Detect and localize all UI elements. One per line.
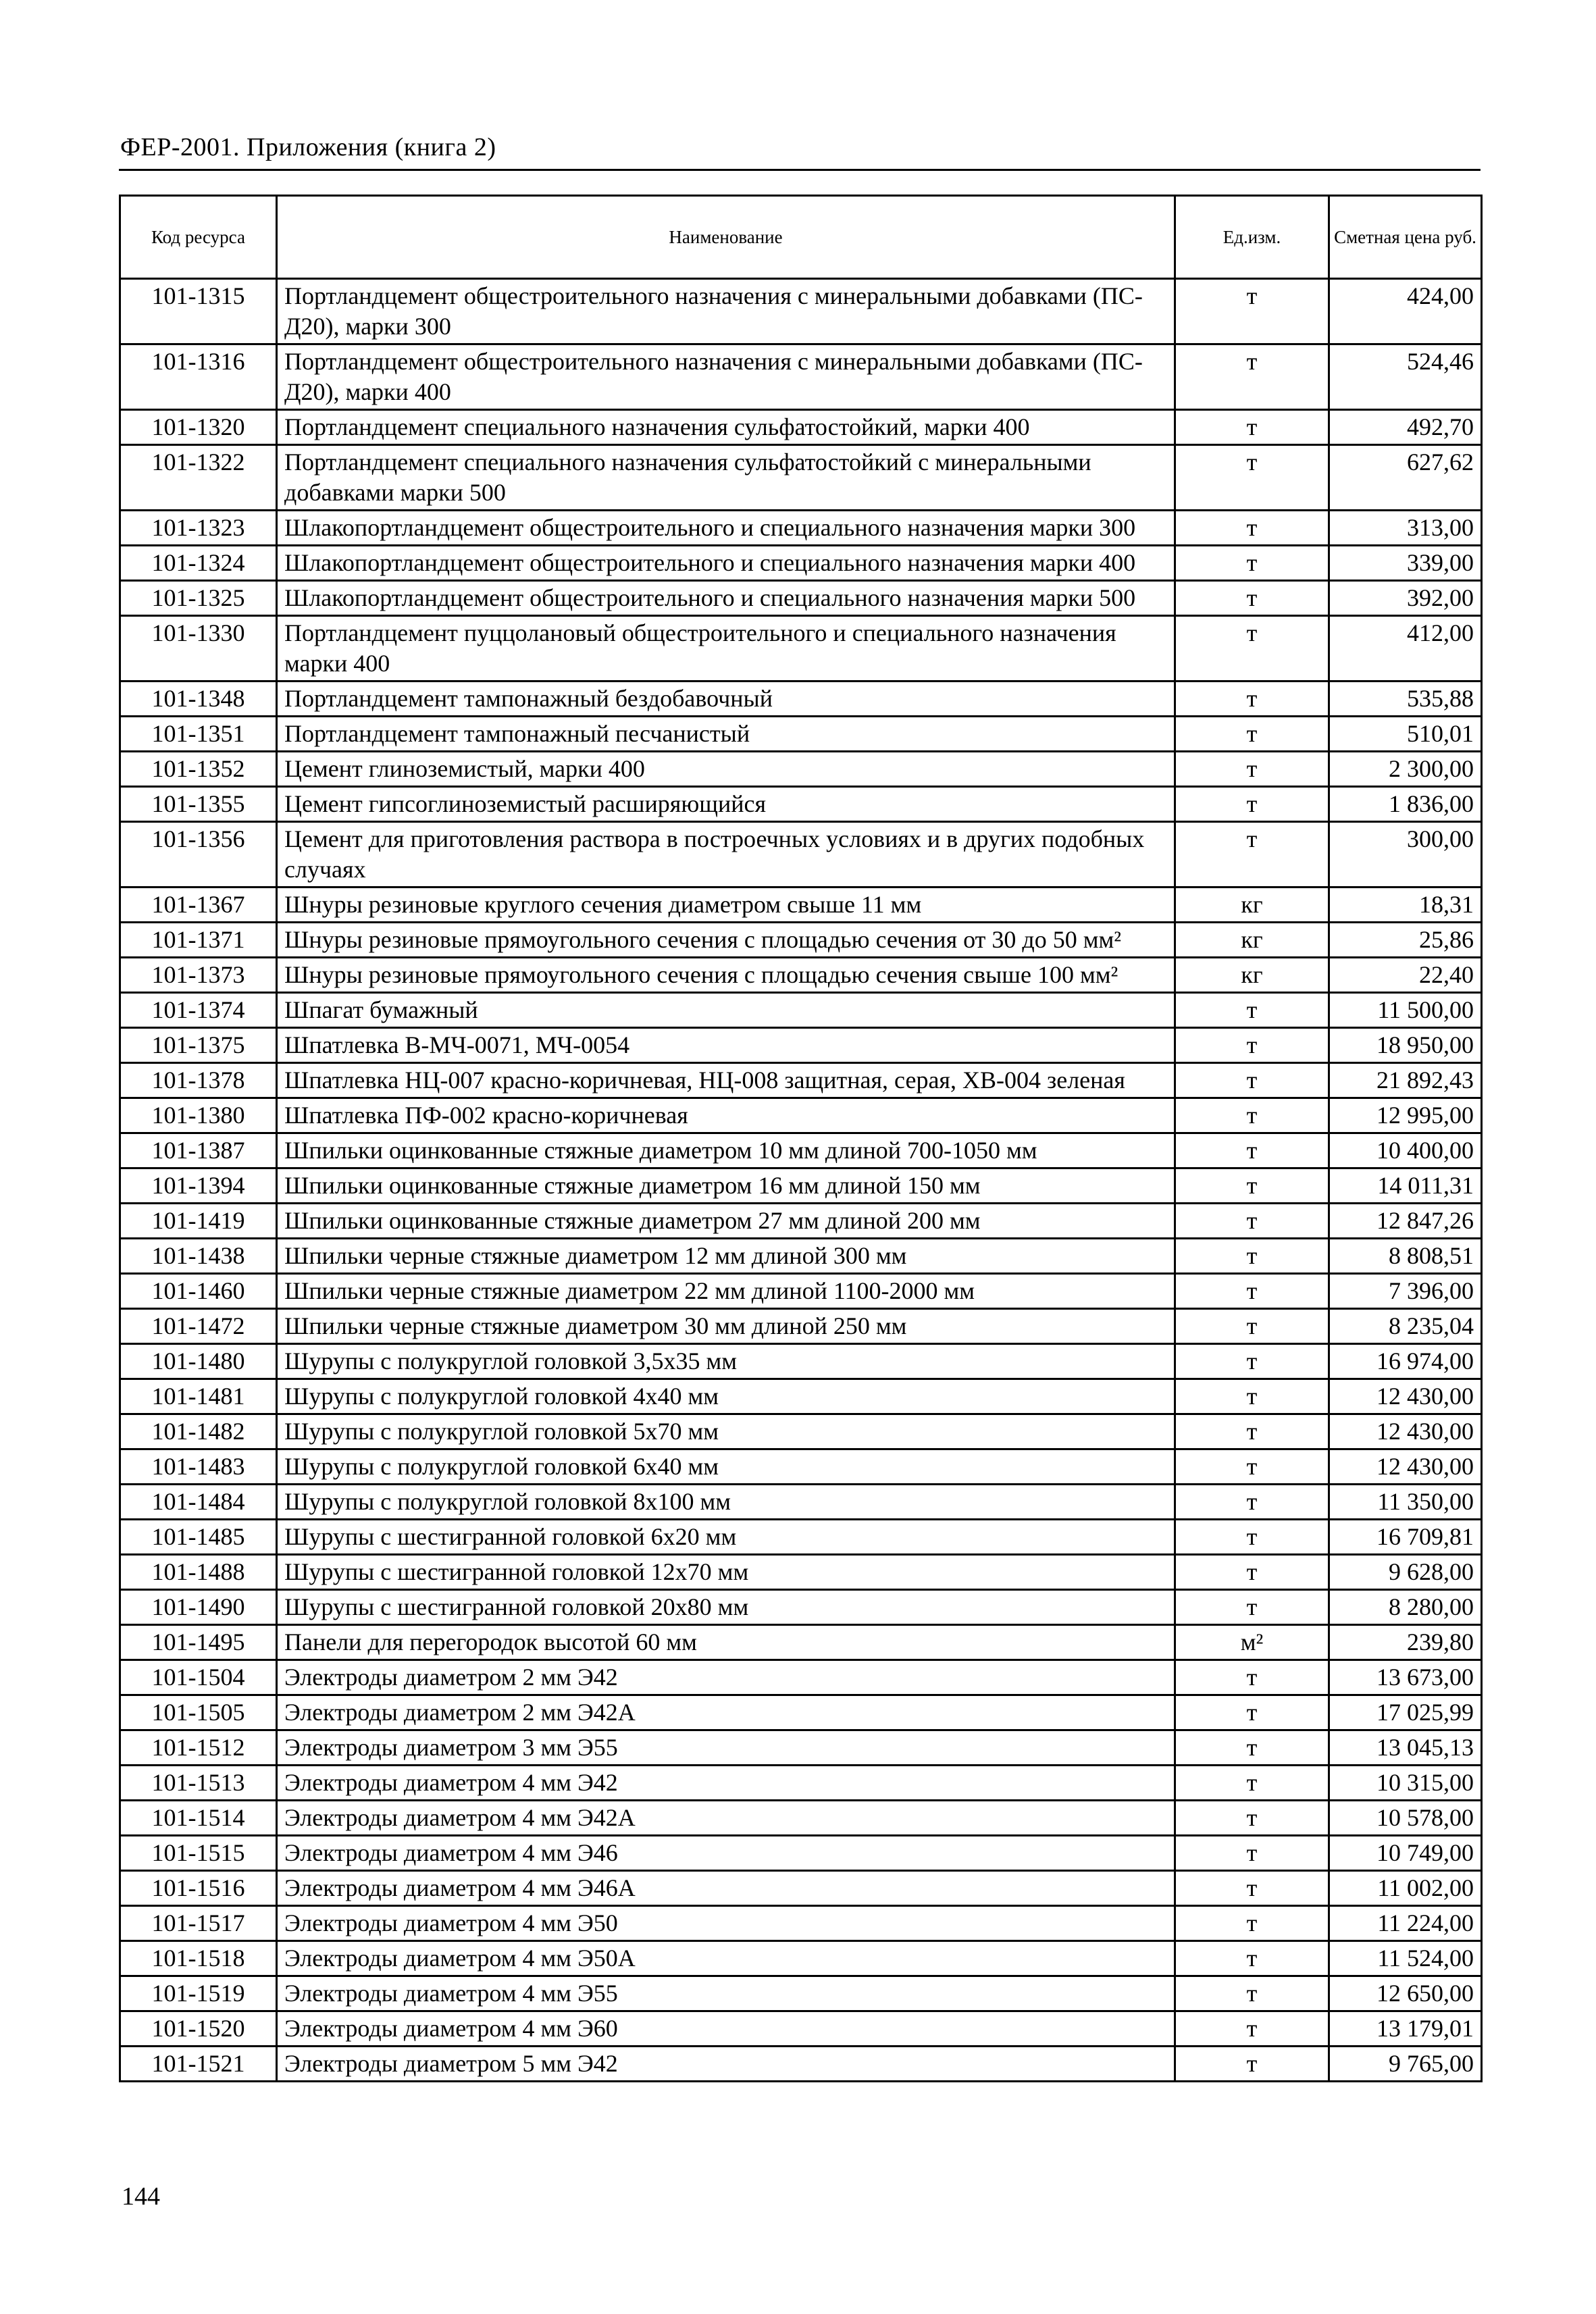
page-header: ФЕР-2001. Приложения (книга 2)	[120, 133, 496, 161]
table-row	[120, 1555, 1482, 1590]
row-unit: м²	[1175, 1625, 1329, 1660]
row-code: 101-1519	[120, 1976, 277, 2011]
row-code: 101-1323	[120, 511, 277, 546]
row-unit: т	[1175, 787, 1329, 822]
row-unit: т	[1175, 2011, 1329, 2047]
row-code: 101-1352	[120, 752, 277, 787]
row-code: 101-1330	[120, 616, 277, 682]
row-price: 627,62	[1329, 445, 1482, 511]
table-row	[120, 1098, 1482, 1133]
table-row	[120, 958, 1482, 993]
column-header-name: Наименование	[277, 196, 1175, 279]
row-price: 12 650,00	[1329, 1976, 1482, 2011]
row-unit: т	[1175, 1344, 1329, 1379]
row-code: 101-1375	[120, 1028, 277, 1063]
row-price: 9 628,00	[1329, 1555, 1482, 1590]
row-code: 101-1371	[120, 923, 277, 958]
row-code: 101-1515	[120, 1836, 277, 1871]
row-unit: т	[1175, 1239, 1329, 1274]
row-unit: т	[1175, 410, 1329, 445]
row-code: 101-1480	[120, 1344, 277, 1379]
row-price: 12 995,00	[1329, 1098, 1482, 1133]
row-unit: т	[1175, 1204, 1329, 1239]
row-code: 101-1484	[120, 1485, 277, 1520]
row-name: Электроды диаметром 4 мм Э46	[277, 1836, 1175, 1871]
row-price: 16 709,81	[1329, 1520, 1482, 1555]
row-name: Шнуры резиновые прямоугольного сечения с площадью сечения свыше 100 мм²	[277, 958, 1175, 993]
row-unit: кг	[1175, 888, 1329, 923]
row-price: 25,86	[1329, 923, 1482, 958]
table-row	[120, 2047, 1482, 2082]
row-name: Панели для перегородок высотой 60 мм	[277, 1625, 1175, 1660]
row-name: Шпильки оцинкованные стяжные диаметром 16 мм длиной 150 мм	[277, 1168, 1175, 1204]
row-code: 101-1320	[120, 410, 277, 445]
row-code: 101-1485	[120, 1520, 277, 1555]
table-row	[120, 923, 1482, 958]
row-name: Цемент глиноземистый, марки 400	[277, 752, 1175, 787]
row-name: Шпильки черные стяжные диаметром 12 мм длиной 300 мм	[277, 1239, 1175, 1274]
row-price: 18,31	[1329, 888, 1482, 923]
row-unit: т	[1175, 546, 1329, 581]
row-name: Цемент для приготовления раствора в построечных условиях и в других подобных случаях	[277, 822, 1175, 888]
table-row	[120, 410, 1482, 445]
row-code: 101-1472	[120, 1309, 277, 1344]
row-name: Электроды диаметром 2 мм Э42А	[277, 1695, 1175, 1730]
table-row	[120, 1625, 1482, 1660]
table-row	[120, 1274, 1482, 1309]
row-price: 11 500,00	[1329, 993, 1482, 1028]
row-code: 101-1378	[120, 1063, 277, 1098]
row-unit: т	[1175, 279, 1329, 344]
row-price: 1 836,00	[1329, 787, 1482, 822]
row-price: 492,70	[1329, 410, 1482, 445]
row-unit: т	[1175, 2047, 1329, 2082]
row-name: Шурупы с полукруглой головкой 4х40 мм	[277, 1379, 1175, 1414]
row-unit: т	[1175, 822, 1329, 888]
row-name: Шпатлевка В-МЧ-0071, МЧ-0054	[277, 1028, 1175, 1063]
row-price: 12 847,26	[1329, 1204, 1482, 1239]
row-code: 101-1367	[120, 888, 277, 923]
row-code: 101-1351	[120, 717, 277, 752]
row-code: 101-1482	[120, 1414, 277, 1449]
table-row	[120, 1204, 1482, 1239]
row-name: Шпильки оцинкованные стяжные диаметром 10 мм длиной 700-1050 мм	[277, 1133, 1175, 1168]
row-name: Электроды диаметром 5 мм Э42	[277, 2047, 1175, 2082]
row-name: Электроды диаметром 3 мм Э55	[277, 1730, 1175, 1766]
table-row	[120, 1485, 1482, 1520]
row-code: 101-1325	[120, 581, 277, 616]
table-row	[120, 1906, 1482, 1941]
row-name: Электроды диаметром 4 мм Э55	[277, 1976, 1175, 2011]
row-code: 101-1495	[120, 1625, 277, 1660]
table-row	[120, 993, 1482, 1028]
row-code: 101-1518	[120, 1941, 277, 1976]
row-name: Электроды диаметром 4 мм Э42	[277, 1766, 1175, 1801]
table-row	[120, 1449, 1482, 1485]
row-name: Электроды диаметром 4 мм Э50	[277, 1906, 1175, 1941]
row-unit: т	[1175, 1976, 1329, 2011]
row-code: 101-1520	[120, 2011, 277, 2047]
row-price: 16 974,00	[1329, 1344, 1482, 1379]
row-price: 510,01	[1329, 717, 1482, 752]
row-code: 101-1316	[120, 344, 277, 410]
row-unit: т	[1175, 1555, 1329, 1590]
row-name: Шнуры резиновые прямоугольного сечения с площадью сечения от 30 до 50 мм²	[277, 923, 1175, 958]
row-name: Электроды диаметром 4 мм Э60	[277, 2011, 1175, 2047]
table-row	[120, 1133, 1482, 1168]
row-price: 313,00	[1329, 511, 1482, 546]
row-unit: т	[1175, 993, 1329, 1028]
row-unit: т	[1175, 1836, 1329, 1871]
table-row	[120, 1590, 1482, 1625]
row-code: 101-1348	[120, 682, 277, 717]
row-price: 11 224,00	[1329, 1906, 1482, 1941]
row-name: Шурупы с шестигранной головкой 12х70 мм	[277, 1555, 1175, 1590]
row-code: 101-1315	[120, 279, 277, 344]
table-row	[120, 1730, 1482, 1766]
row-name: Шпагат бумажный	[277, 993, 1175, 1028]
row-price: 12 430,00	[1329, 1379, 1482, 1414]
row-price: 10 578,00	[1329, 1801, 1482, 1836]
table-row	[120, 752, 1482, 787]
row-name: Портландцемент пуццолановый общестроительного и специального назначения марки 400	[277, 616, 1175, 682]
row-name: Шурупы с полукруглой головкой 6х40 мм	[277, 1449, 1175, 1485]
row-unit: т	[1175, 1379, 1329, 1414]
row-unit: т	[1175, 1871, 1329, 1906]
row-name: Шпатлевка НЦ-007 красно-коричневая, НЦ-008 защитная, серая, ХВ-004 зеленая	[277, 1063, 1175, 1098]
row-price: 17 025,99	[1329, 1695, 1482, 1730]
table-row	[120, 1871, 1482, 1906]
row-name: Электроды диаметром 4 мм Э50А	[277, 1941, 1175, 1976]
row-price: 11 524,00	[1329, 1941, 1482, 1976]
row-price: 239,80	[1329, 1625, 1482, 1660]
table-row	[120, 1660, 1482, 1695]
table-row	[120, 511, 1482, 546]
row-code: 101-1356	[120, 822, 277, 888]
row-price: 18 950,00	[1329, 1028, 1482, 1063]
table-row	[120, 1028, 1482, 1063]
row-price: 14 011,31	[1329, 1168, 1482, 1204]
row-unit: т	[1175, 682, 1329, 717]
table-row	[120, 616, 1482, 682]
table-row	[120, 546, 1482, 581]
table-row	[120, 1520, 1482, 1555]
table-row	[120, 2011, 1482, 2047]
table-row	[120, 1941, 1482, 1976]
table-row	[120, 1239, 1482, 1274]
row-unit: т	[1175, 1730, 1329, 1766]
row-name: Шлакопортландцемент общестроительного и специального назначения марки 500	[277, 581, 1175, 616]
row-code: 101-1505	[120, 1695, 277, 1730]
row-unit: т	[1175, 1414, 1329, 1449]
table-row	[120, 1344, 1482, 1379]
table-row	[120, 279, 1482, 344]
row-price: 535,88	[1329, 682, 1482, 717]
row-name: Шурупы с полукруглой головкой 3,5х35 мм	[277, 1344, 1175, 1379]
row-name: Электроды диаметром 4 мм Э46А	[277, 1871, 1175, 1906]
row-code: 101-1373	[120, 958, 277, 993]
row-code: 101-1512	[120, 1730, 277, 1766]
row-unit: кг	[1175, 923, 1329, 958]
row-price: 12 430,00	[1329, 1449, 1482, 1485]
table-header-row	[120, 196, 1482, 279]
row-name: Шурупы с полукруглой головкой 8х100 мм	[277, 1485, 1175, 1520]
row-name: Шпильки черные стяжные диаметром 30 мм длиной 250 мм	[277, 1309, 1175, 1344]
row-price: 11 002,00	[1329, 1871, 1482, 1906]
row-unit: т	[1175, 1168, 1329, 1204]
page-number: 144	[122, 2182, 160, 2211]
row-price: 10 400,00	[1329, 1133, 1482, 1168]
table-row	[120, 1414, 1482, 1449]
row-code: 101-1460	[120, 1274, 277, 1309]
row-name: Шурупы с шестигранной головкой 6х20 мм	[277, 1520, 1175, 1555]
row-code: 101-1514	[120, 1801, 277, 1836]
row-unit: т	[1175, 717, 1329, 752]
row-code: 101-1324	[120, 546, 277, 581]
row-unit: т	[1175, 752, 1329, 787]
row-unit: т	[1175, 1906, 1329, 1941]
row-name: Шурупы с полукруглой головкой 5х70 мм	[277, 1414, 1175, 1449]
row-code: 101-1521	[120, 2047, 277, 2082]
table-row	[120, 888, 1482, 923]
row-unit: т	[1175, 1063, 1329, 1098]
column-header-unit: Ед.изм.	[1175, 196, 1329, 279]
row-price: 7 396,00	[1329, 1274, 1482, 1309]
row-unit: т	[1175, 1133, 1329, 1168]
table-row	[120, 1309, 1482, 1344]
table-row	[120, 787, 1482, 822]
row-code: 101-1488	[120, 1555, 277, 1590]
row-unit: т	[1175, 1520, 1329, 1555]
row-unit: т	[1175, 581, 1329, 616]
row-unit: т	[1175, 1660, 1329, 1695]
table-row	[120, 445, 1482, 511]
row-name: Электроды диаметром 4 мм Э42А	[277, 1801, 1175, 1836]
row-name: Шнуры резиновые круглого сечения диаметром свыше 11 мм	[277, 888, 1175, 923]
row-price: 424,00	[1329, 279, 1482, 344]
row-name: Портландцемент специального назначения сульфатостойкий, марки 400	[277, 410, 1175, 445]
row-name: Цемент гипсоглиноземистый расширяющийся	[277, 787, 1175, 822]
column-header-price: Сметная цена руб.	[1329, 196, 1482, 279]
row-code: 101-1438	[120, 1239, 277, 1274]
row-price: 339,00	[1329, 546, 1482, 581]
table-row	[120, 1063, 1482, 1098]
row-price: 8 808,51	[1329, 1239, 1482, 1274]
row-unit: т	[1175, 1028, 1329, 1063]
row-name: Портландцемент общестроительного назначения с минеральными добавками (ПС-Д20), марки 300	[277, 279, 1175, 344]
table-row	[120, 1379, 1482, 1414]
row-code: 101-1513	[120, 1766, 277, 1801]
row-price: 12 430,00	[1329, 1414, 1482, 1449]
table-row	[120, 717, 1482, 752]
row-price: 8 235,04	[1329, 1309, 1482, 1344]
row-price: 2 300,00	[1329, 752, 1482, 787]
header-rule	[119, 169, 1481, 171]
table-row	[120, 1695, 1482, 1730]
row-unit: кг	[1175, 958, 1329, 993]
row-code: 101-1374	[120, 993, 277, 1028]
table-row	[120, 1976, 1482, 2011]
row-unit: т	[1175, 1274, 1329, 1309]
row-code: 101-1481	[120, 1379, 277, 1414]
row-price: 10 749,00	[1329, 1836, 1482, 1871]
row-code: 101-1387	[120, 1133, 277, 1168]
row-name: Портландцемент общестроительного назначения с минеральными добавками (ПС-Д20), марки 400	[277, 344, 1175, 410]
row-unit: т	[1175, 1941, 1329, 1976]
row-price: 412,00	[1329, 616, 1482, 682]
table-row	[120, 344, 1482, 410]
row-unit: т	[1175, 445, 1329, 511]
row-price: 13 179,01	[1329, 2011, 1482, 2047]
row-name: Шпильки черные стяжные диаметром 22 мм длиной 1100-2000 мм	[277, 1274, 1175, 1309]
row-name: Шурупы с шестигранной головкой 20х80 мм	[277, 1590, 1175, 1625]
row-price: 21 892,43	[1329, 1063, 1482, 1098]
row-code: 101-1517	[120, 1906, 277, 1941]
row-price: 13 045,13	[1329, 1730, 1482, 1766]
price-table	[119, 195, 1483, 2082]
row-price: 8 280,00	[1329, 1590, 1482, 1625]
table-row	[120, 822, 1482, 888]
table-row	[120, 1766, 1482, 1801]
row-code: 101-1419	[120, 1204, 277, 1239]
row-name: Портландцемент специального назначения сульфатостойкий с минеральными добавками марки 500	[277, 445, 1175, 511]
column-header-code: Код ресурса	[120, 196, 277, 279]
row-unit: т	[1175, 1485, 1329, 1520]
row-code: 101-1516	[120, 1871, 277, 1906]
row-code: 101-1483	[120, 1449, 277, 1485]
table-body	[120, 279, 1482, 2082]
row-name: Шлакопортландцемент общестроительного и специального назначения марки 400	[277, 546, 1175, 581]
row-unit: т	[1175, 511, 1329, 546]
table-row	[120, 1168, 1482, 1204]
row-code: 101-1490	[120, 1590, 277, 1625]
row-code: 101-1355	[120, 787, 277, 822]
row-unit: т	[1175, 344, 1329, 410]
row-unit: т	[1175, 1590, 1329, 1625]
row-price: 9 765,00	[1329, 2047, 1482, 2082]
row-price: 300,00	[1329, 822, 1482, 888]
table-row	[120, 682, 1482, 717]
row-unit: т	[1175, 1801, 1329, 1836]
row-price: 10 315,00	[1329, 1766, 1482, 1801]
row-code: 101-1394	[120, 1168, 277, 1204]
row-code: 101-1322	[120, 445, 277, 511]
row-name: Портландцемент тампонажный песчанистый	[277, 717, 1175, 752]
row-name: Портландцемент тампонажный бездобавочный	[277, 682, 1175, 717]
row-unit: т	[1175, 1098, 1329, 1133]
table-row	[120, 581, 1482, 616]
row-code: 101-1380	[120, 1098, 277, 1133]
row-unit: т	[1175, 616, 1329, 682]
row-price: 392,00	[1329, 581, 1482, 616]
row-price: 22,40	[1329, 958, 1482, 993]
row-unit: т	[1175, 1309, 1329, 1344]
row-name: Шлакопортландцемент общестроительного и специального назначения марки 300	[277, 511, 1175, 546]
row-price: 13 673,00	[1329, 1660, 1482, 1695]
row-price: 11 350,00	[1329, 1485, 1482, 1520]
table-row	[120, 1801, 1482, 1836]
row-name: Шпильки оцинкованные стяжные диаметром 27 мм длиной 200 мм	[277, 1204, 1175, 1239]
row-unit: т	[1175, 1695, 1329, 1730]
table-row	[120, 1836, 1482, 1871]
row-code: 101-1504	[120, 1660, 277, 1695]
row-unit: т	[1175, 1766, 1329, 1801]
row-name: Электроды диаметром 2 мм Э42	[277, 1660, 1175, 1695]
row-name: Шпатлевка ПФ-002 красно-коричневая	[277, 1098, 1175, 1133]
row-price: 524,46	[1329, 344, 1482, 410]
row-unit: т	[1175, 1449, 1329, 1485]
